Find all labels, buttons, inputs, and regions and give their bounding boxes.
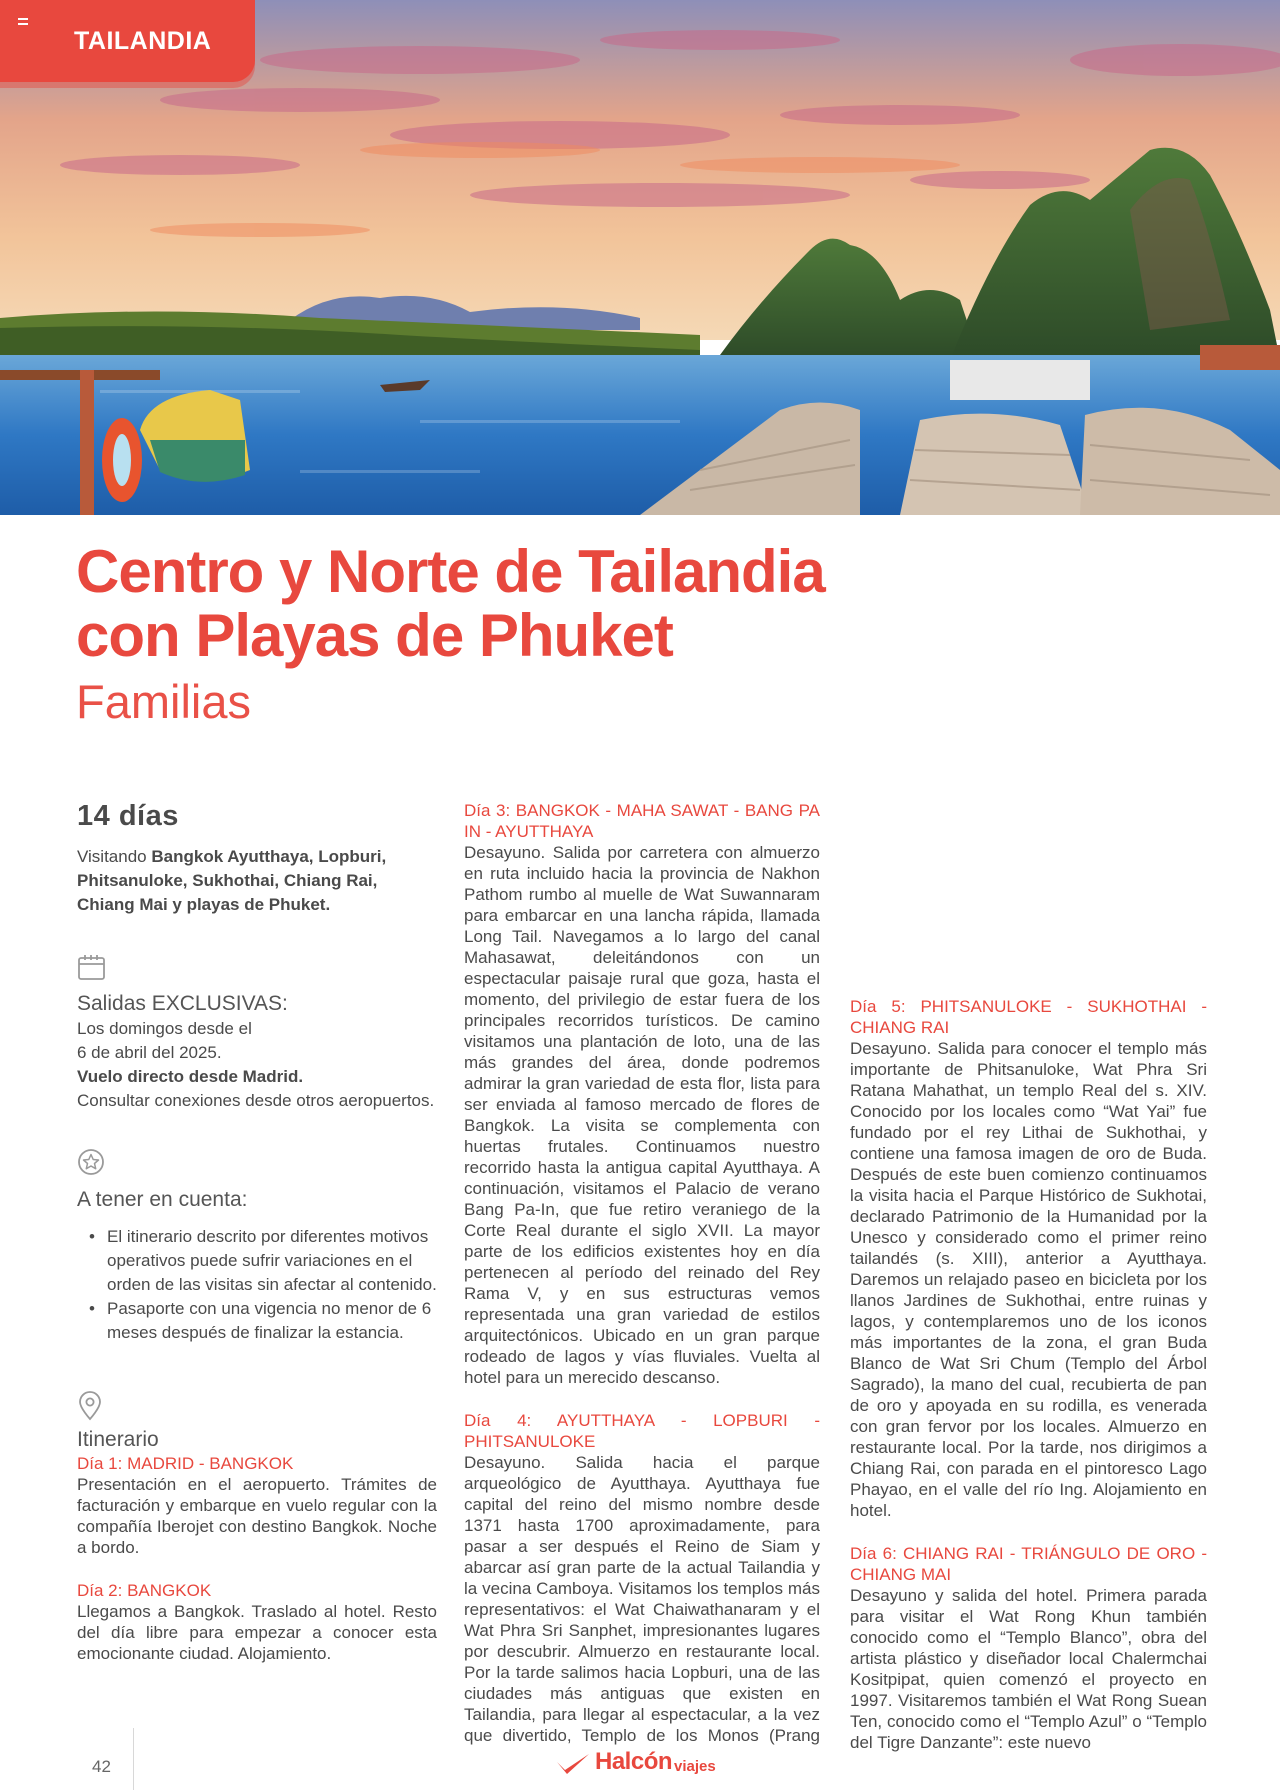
notes-item: • El itinerario descrito por diferentes motivos operativos puede sufrir variaciones en el orden de las visitas sin afectar al contenido. (77, 1225, 437, 1297)
day-1-title: Día 1: MADRID - BANGKOK (77, 1454, 294, 1473)
itinerary-column-3 (850, 800, 1207, 1753)
location-pin-icon (77, 1391, 103, 1421)
day-2-title: Día 2: BANGKOK (77, 1581, 212, 1600)
visit-prefix: Visitando (77, 847, 152, 866)
day-4-text: Desayuno. Salida hacia el parque arqueológico de Ayutthaya. Ayutthaya fue capital del reino del mismo nombre desde 1371 hasta 1700 aproximadamente, para pasar a ser después el Reino de Siam y abarcar así gran parte de la actual Tailandia y la vecina Camboya. Visitamos los templos más representativos: el Wat Chaiwathanaram y el Wat Phra Sri Sanphet, impresionantes lugares por descubrir. Almuerzo en restaurante local. Por la tarde salimos hacia Lopburi, una de las ciudades más antiguas que existen en Tailandia, para llegar al espectacular, a la vez que divertido, Templo de los Monos (Prang (464, 1453, 820, 1745)
departures-heading: Salidas EXCLUSIVAS: (77, 992, 288, 1015)
itinerary-column-2 (464, 800, 820, 1746)
country-tag (0, 0, 255, 82)
day-3-text: Desayuno. Salida por carretera con almuerzo en ruta incluido hacia la provincia de Nakhon Pathom rumbo al muelle de Wat Suwannaram para embarcar en una lancha rápida, llamada Long Tail. Navegamos a lo largo del canal Mahasawat, deleitándonos con un espectacular paisaje rural que goza, hasta el momento, del privilegio de estar fuera de los principales recorridos turísticos. De camino visitamos una plantación de loto, una de las más grandes del área, donde podremos admirar la gran variedad de esta flor, lista para ser enviada al famoso mercado de flores de Bangkok. La visita se complementa con huertas frutales. Continuamos nuestro recorrido hasta la antigua capital Ayutthaya. A continuación, visitamos el Palacio de verano Bang Pa-In, que fue retiro veraniego de la Corte Real durante el siglo XVII. La mayor parte de los edificios existentes hoy en día pertenecen al período del reinado del Rey Rama V, y en sus estructuras vemos representada una gran variedad de estilos arquitectónicos. Ubicado en un gran parque rodeado de lagos y vías fluviales. Vuelta al hotel para un merecido descanso. (464, 843, 820, 1387)
day-5-text: Desayuno. Salida para conocer el templo más importante de Phitsanuloke, Wat Phra Sri Ratana Mahathat, un templo Real del s. XIV. Conocido por los locales como “Wat Yai” fue fundado por el rey Lithai de Sukhothai, y contiene una famosa imagen de oro de Buda. Después de este buen comienzo continuamos la visita hacia el Parque Histórico de Sukhotai, declarado Patrimonio de la Humanidad por la Unesco y considerado como el primer reino tailandés (s. XIII), anterior a Ayutthaya. Daremos un relajado paseo en bicicleta por los llanos Jardines de Sukhothai, entre ruinas y lagos, y contemplaremos uno de los iconos más importantes de la zona, el gran Buda Blanco de Wat Sri Chum (Templo del Árbol Sagrado), la mano del cual, recubierta de pan de oro y apoyada en su rodilla, es venerada con gran fervor por los locales. Almuerzo en restaurante local. Por la tarde, nos dirigimos a Chiang Rai, con parada en el pintoresco Lago Phayao, en el valle del río Ing. Alojamiento en hotel. (850, 1039, 1207, 1520)
footer-divider (133, 1728, 134, 1790)
brand-name: Halcón (595, 1748, 673, 1775)
itinerary-heading: Itinerario (77, 1428, 159, 1451)
departures-connections: Consultar conexiones desde otros aeropuertos. (77, 1091, 435, 1110)
duration: 14 días (77, 800, 179, 832)
day-2-text: Llegamos a Bangkok. Traslado al hotel. Resto del día libre para empezar a conocer esta emocionante ciudad. Alojamiento. (77, 1602, 437, 1663)
brand-suffix: viajes (674, 1758, 716, 1775)
departures-flight: Vuelo directo desde Madrid. (77, 1067, 304, 1086)
halcon-wing-icon (555, 1752, 591, 1776)
day-6-title: Día 6: CHIANG RAI - TRIÁNGULO DE ORO - CHIANG MAI (850, 1544, 1207, 1584)
hero-image (0, 0, 1280, 515)
departures-line-1: Los domingos desde el (77, 1019, 252, 1038)
visit-places: Bangkok Ayutthaya, Lopburi, Phitsanuloke, Sukhothai, Chiang Rai, Chiang Mai y playas de Phuket. (77, 847, 387, 914)
notes-list (77, 1225, 437, 1345)
departures-line-2: 6 de abril del 2025. (77, 1043, 222, 1062)
page-title-line-1: Centro y Norte de Tailandia (76, 538, 825, 605)
page-title (76, 540, 1226, 668)
page-subtitle: Familias (76, 675, 251, 728)
sidebar-column (77, 800, 437, 1664)
day-1-text: Presentación en el aeropuerto. Trámites de facturación y embarque en vuelo regular con la compañía Iberojet con destino Bangkok. Noche a bordo. (77, 1475, 437, 1557)
star-badge-icon (77, 1147, 107, 1177)
page-title-block (76, 540, 1226, 730)
departures-info (77, 1017, 437, 1113)
day-4-title: Día 4: AYUTTHAYA - LOPBURI - PHITSANULOKE (464, 1411, 820, 1451)
day-6-text: Desayuno y salida del hotel. Primera parada para visitar el Wat Rong Khun también conocido como el “Templo Blanco”, obra del artista plástico y diseñador local Chalermchai Kositpipat, quien comenzó el proyecto en 1997. Visitaremos también el Wat Rong Suean Ten, conocido como el “Templo Azul” o “Templo del Tigre Danzante”: este nuevo (850, 1586, 1207, 1752)
calendar-icon (77, 953, 107, 981)
page-number: 42 (92, 1757, 111, 1776)
menu-icon (18, 18, 28, 25)
notes-heading: A tener en cuenta: (77, 1188, 248, 1211)
notes-item: • Pasaporte con una vigencia no menor de 6 meses después de finalizar la estancia. (77, 1297, 437, 1345)
page-title-line-2: con Playas de Phuket (76, 602, 673, 669)
day-5-title: Día 5: PHITSANULOKE - SUKHOTHAI - CHIANG RAI (850, 997, 1207, 1037)
visit-summary (77, 845, 437, 917)
day-3-title: Día 3: BANGKOK - MAHA SAWAT - BANG PA IN - AYUTTHAYA (464, 801, 820, 841)
country-tag-label: TAILANDIA (74, 26, 212, 55)
brand-logo (555, 1748, 716, 1776)
